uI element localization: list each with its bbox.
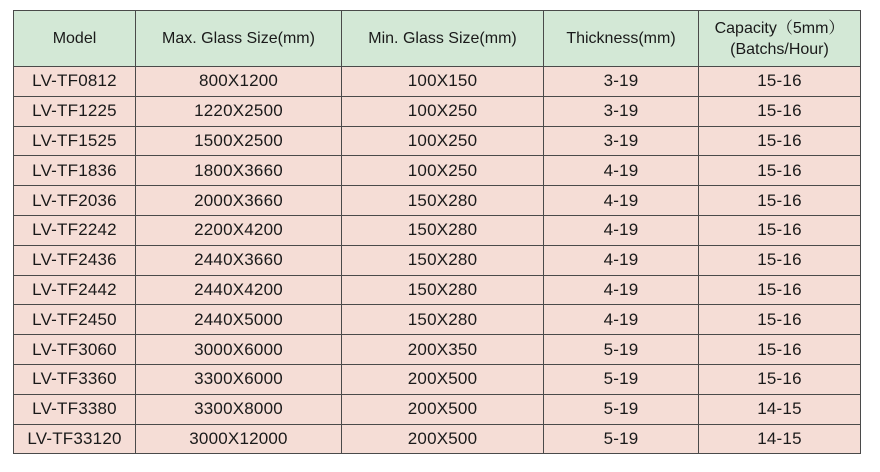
table-row xyxy=(14,156,861,186)
cell-min-glass-size: 150X280 xyxy=(342,215,544,245)
table-row xyxy=(14,186,861,216)
cell-max-glass-size: 1500X2500 xyxy=(136,126,342,156)
cell-min-glass-size: 200X500 xyxy=(342,364,544,394)
cell-model: LV-TF2036 xyxy=(14,186,136,216)
header-thickness: Thickness(mm) xyxy=(544,11,699,67)
table-row xyxy=(14,394,861,424)
cell-capacity: 15-16 xyxy=(699,305,861,335)
cell-capacity: 15-16 xyxy=(699,364,861,394)
cell-thickness: 3-19 xyxy=(544,126,699,156)
cell-max-glass-size: 1800X3660 xyxy=(136,156,342,186)
cell-model: LV-TF3060 xyxy=(14,335,136,365)
table-row xyxy=(14,275,861,305)
cell-thickness: 5-19 xyxy=(544,424,699,454)
cell-thickness: 4-19 xyxy=(544,215,699,245)
cell-max-glass-size: 2440X4200 xyxy=(136,275,342,305)
cell-min-glass-size: 100X250 xyxy=(342,126,544,156)
cell-capacity: 15-16 xyxy=(699,96,861,126)
cell-capacity: 15-16 xyxy=(699,275,861,305)
cell-thickness: 4-19 xyxy=(544,275,699,305)
cell-model: LV-TF2442 xyxy=(14,275,136,305)
cell-max-glass-size: 2440X5000 xyxy=(136,305,342,335)
header-capacity-line2: (Batchs/Hour) xyxy=(730,40,829,58)
table-header xyxy=(14,11,861,67)
cell-model: LV-TF3380 xyxy=(14,394,136,424)
cell-thickness: 5-19 xyxy=(544,394,699,424)
header-min-glass-size: Min. Glass Size(mm) xyxy=(342,11,544,67)
cell-capacity: 15-16 xyxy=(699,215,861,245)
header-capacity xyxy=(699,11,861,67)
cell-thickness: 4-19 xyxy=(544,186,699,216)
cell-capacity: 15-16 xyxy=(699,67,861,97)
cell-capacity: 15-16 xyxy=(699,335,861,365)
table-row xyxy=(14,305,861,335)
header-capacity-line1: Capacity（5mm） xyxy=(714,19,845,37)
cell-model: LV-TF0812 xyxy=(14,67,136,97)
table-row xyxy=(14,215,861,245)
cell-thickness: 4-19 xyxy=(544,305,699,335)
cell-model: LV-TF2450 xyxy=(14,305,136,335)
cell-max-glass-size: 1220X2500 xyxy=(136,96,342,126)
table-row xyxy=(14,335,861,365)
table-row xyxy=(14,67,861,97)
cell-model: LV-TF33120 xyxy=(14,424,136,454)
cell-min-glass-size: 150X280 xyxy=(342,245,544,275)
cell-model: LV-TF1225 xyxy=(14,96,136,126)
cell-min-glass-size: 150X280 xyxy=(342,275,544,305)
header-row xyxy=(14,11,861,67)
cell-min-glass-size: 100X250 xyxy=(342,156,544,186)
cell-thickness: 3-19 xyxy=(544,67,699,97)
cell-thickness: 4-19 xyxy=(544,245,699,275)
cell-capacity: 15-16 xyxy=(699,126,861,156)
cell-min-glass-size: 150X280 xyxy=(342,186,544,216)
cell-max-glass-size: 3300X6000 xyxy=(136,364,342,394)
cell-min-glass-size: 100X250 xyxy=(342,96,544,126)
cell-model: LV-TF1836 xyxy=(14,156,136,186)
cell-capacity: 15-16 xyxy=(699,245,861,275)
cell-min-glass-size: 150X280 xyxy=(342,305,544,335)
cell-thickness: 3-19 xyxy=(544,96,699,126)
cell-thickness: 5-19 xyxy=(544,364,699,394)
cell-model: LV-TF2436 xyxy=(14,245,136,275)
header-max-glass-size: Max. Glass Size(mm) xyxy=(136,11,342,67)
cell-max-glass-size: 2440X3660 xyxy=(136,245,342,275)
cell-max-glass-size: 3000X6000 xyxy=(136,335,342,365)
cell-max-glass-size: 3300X8000 xyxy=(136,394,342,424)
cell-max-glass-size: 2000X3660 xyxy=(136,186,342,216)
header-model: Model xyxy=(14,11,136,67)
table-row xyxy=(14,364,861,394)
cell-capacity: 14-15 xyxy=(699,394,861,424)
table-row xyxy=(14,245,861,275)
cell-capacity: 15-16 xyxy=(699,156,861,186)
cell-min-glass-size: 200X500 xyxy=(342,394,544,424)
cell-max-glass-size: 2200X4200 xyxy=(136,215,342,245)
table-row xyxy=(14,96,861,126)
cell-capacity: 14-15 xyxy=(699,424,861,454)
cell-thickness: 5-19 xyxy=(544,335,699,365)
cell-max-glass-size: 3000X12000 xyxy=(136,424,342,454)
spec-table xyxy=(13,10,861,454)
cell-min-glass-size: 200X350 xyxy=(342,335,544,365)
cell-model: LV-TF2242 xyxy=(14,215,136,245)
cell-min-glass-size: 100X150 xyxy=(342,67,544,97)
cell-model: LV-TF3360 xyxy=(14,364,136,394)
cell-max-glass-size: 800X1200 xyxy=(136,67,342,97)
table-row xyxy=(14,424,861,454)
cell-model: LV-TF1525 xyxy=(14,126,136,156)
table-row xyxy=(14,126,861,156)
table-body xyxy=(14,67,861,454)
cell-thickness: 4-19 xyxy=(544,156,699,186)
cell-capacity: 15-16 xyxy=(699,186,861,216)
cell-min-glass-size: 200X500 xyxy=(342,424,544,454)
